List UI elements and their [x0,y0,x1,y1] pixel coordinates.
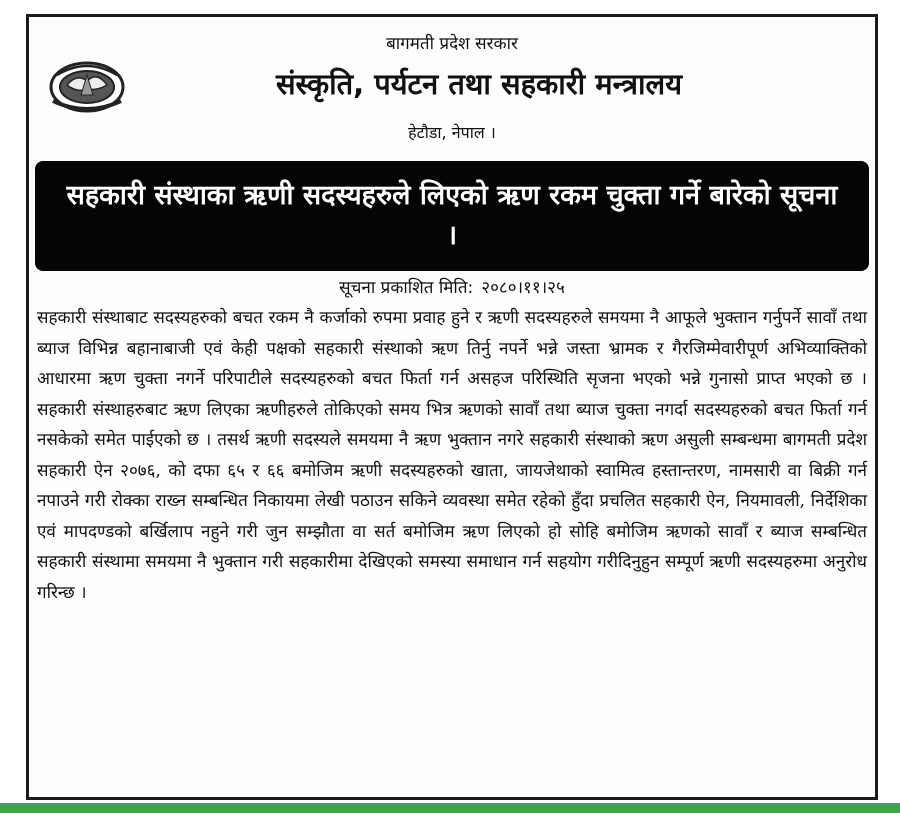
bottom-green-bar [0,803,900,813]
publication-date-value: २०८०।११।२५ [481,278,565,298]
publication-date-label: सूचना प्रकाशित मिति: [339,278,474,298]
notice-title: सहकारी संस्थाका ऋणी सदस्यहरुले लिएको ऋण रकम चुक्ता गर्ने बारेको सूचना । [66,180,838,251]
notice-body: सहकारी संस्थाबाट सदस्यहरुको बचत रकम नै कर्जाको रुपमा प्रवाह हुने र ऋणी सदस्यहरुले समयमा नै आफूले भुक्तान गर्नुपर्ने सावाँ तथा ब्याज विभिन्न बहानाबाजी एवं केही पक्षको सहकारी संस्थाको ऋण तिर्नु नपर्ने भन्ने जस्ता भ्रामक र गैरजिम्मेवारीपूर्ण अभिव्याक्तिको आधारमा ऋण चुक्ता नगर्ने परिपाटीले सदस्यहरुको बचत फिर्ता गर्न असहज परिस्थिति सृजना भएको भन्ने गुनासो प्राप्त भएको छ । सहकारी संस्थाहरुबाट ऋण लिएका ऋणीहरुले तोकिएको समय भित्र ऋणको सावाँ तथा ब्याज चुक्ता नगर्दा सदस्यहरुको बचत फिर्ता गर्न नसकेको समेत पाईएको छ । तसर्थ ऋणी सदस्यले समयमा नै ऋण भुक्तान नगरे सहकारी संस्थाको ऋण असुली सम्बन्धमा बागमती प्रदेश सहकारी ऐन २०७६, को दफा ६५ र ६६ बमोजिम ऋणी सदस्यहरुको खाता, जायजेथाको स्वामित्व हस्तान्तरण, नामसारी वा बिक्री गर्न नपाउने गरी रोक्का राख्न सम्बन्धित निकायमा लेखी पठाउन सकिने व्यवस्था समेत रहेको हुँदा प्रचलित सहकारी ऐन, नियमावली, निर्देशिका एवं मापदण्डको बर्खिलाप नहुने गरी जुन सम्झौता वा सर्त बमोजिम ऋण लिएको हो सोहि बमोजिम ऋणको सावाँ र ब्याज सम्बन्धित सहकारी संस्थामा समयमा नै भुक्तान गरी सहकारीमा देखिएको समस्या समाधान गर्न सहयोग गरीदिनुहुन सम्पूर्ण ऋणी सदस्यहरुमा अनुरोध गरिन्छ । [37,308,867,603]
ministry-name: संस्कृति, पर्यटन तथा सहकारी मन्त्रालय [275,67,683,101]
notice-title-banner [35,161,869,271]
ministry-address: हेटौडा, नेपाल । [408,123,496,142]
nepal-emblem-icon [47,55,127,115]
notice-frame [26,14,878,800]
publication-date [29,275,875,298]
government-name: बागमती प्रदेश सरकार [386,34,518,54]
